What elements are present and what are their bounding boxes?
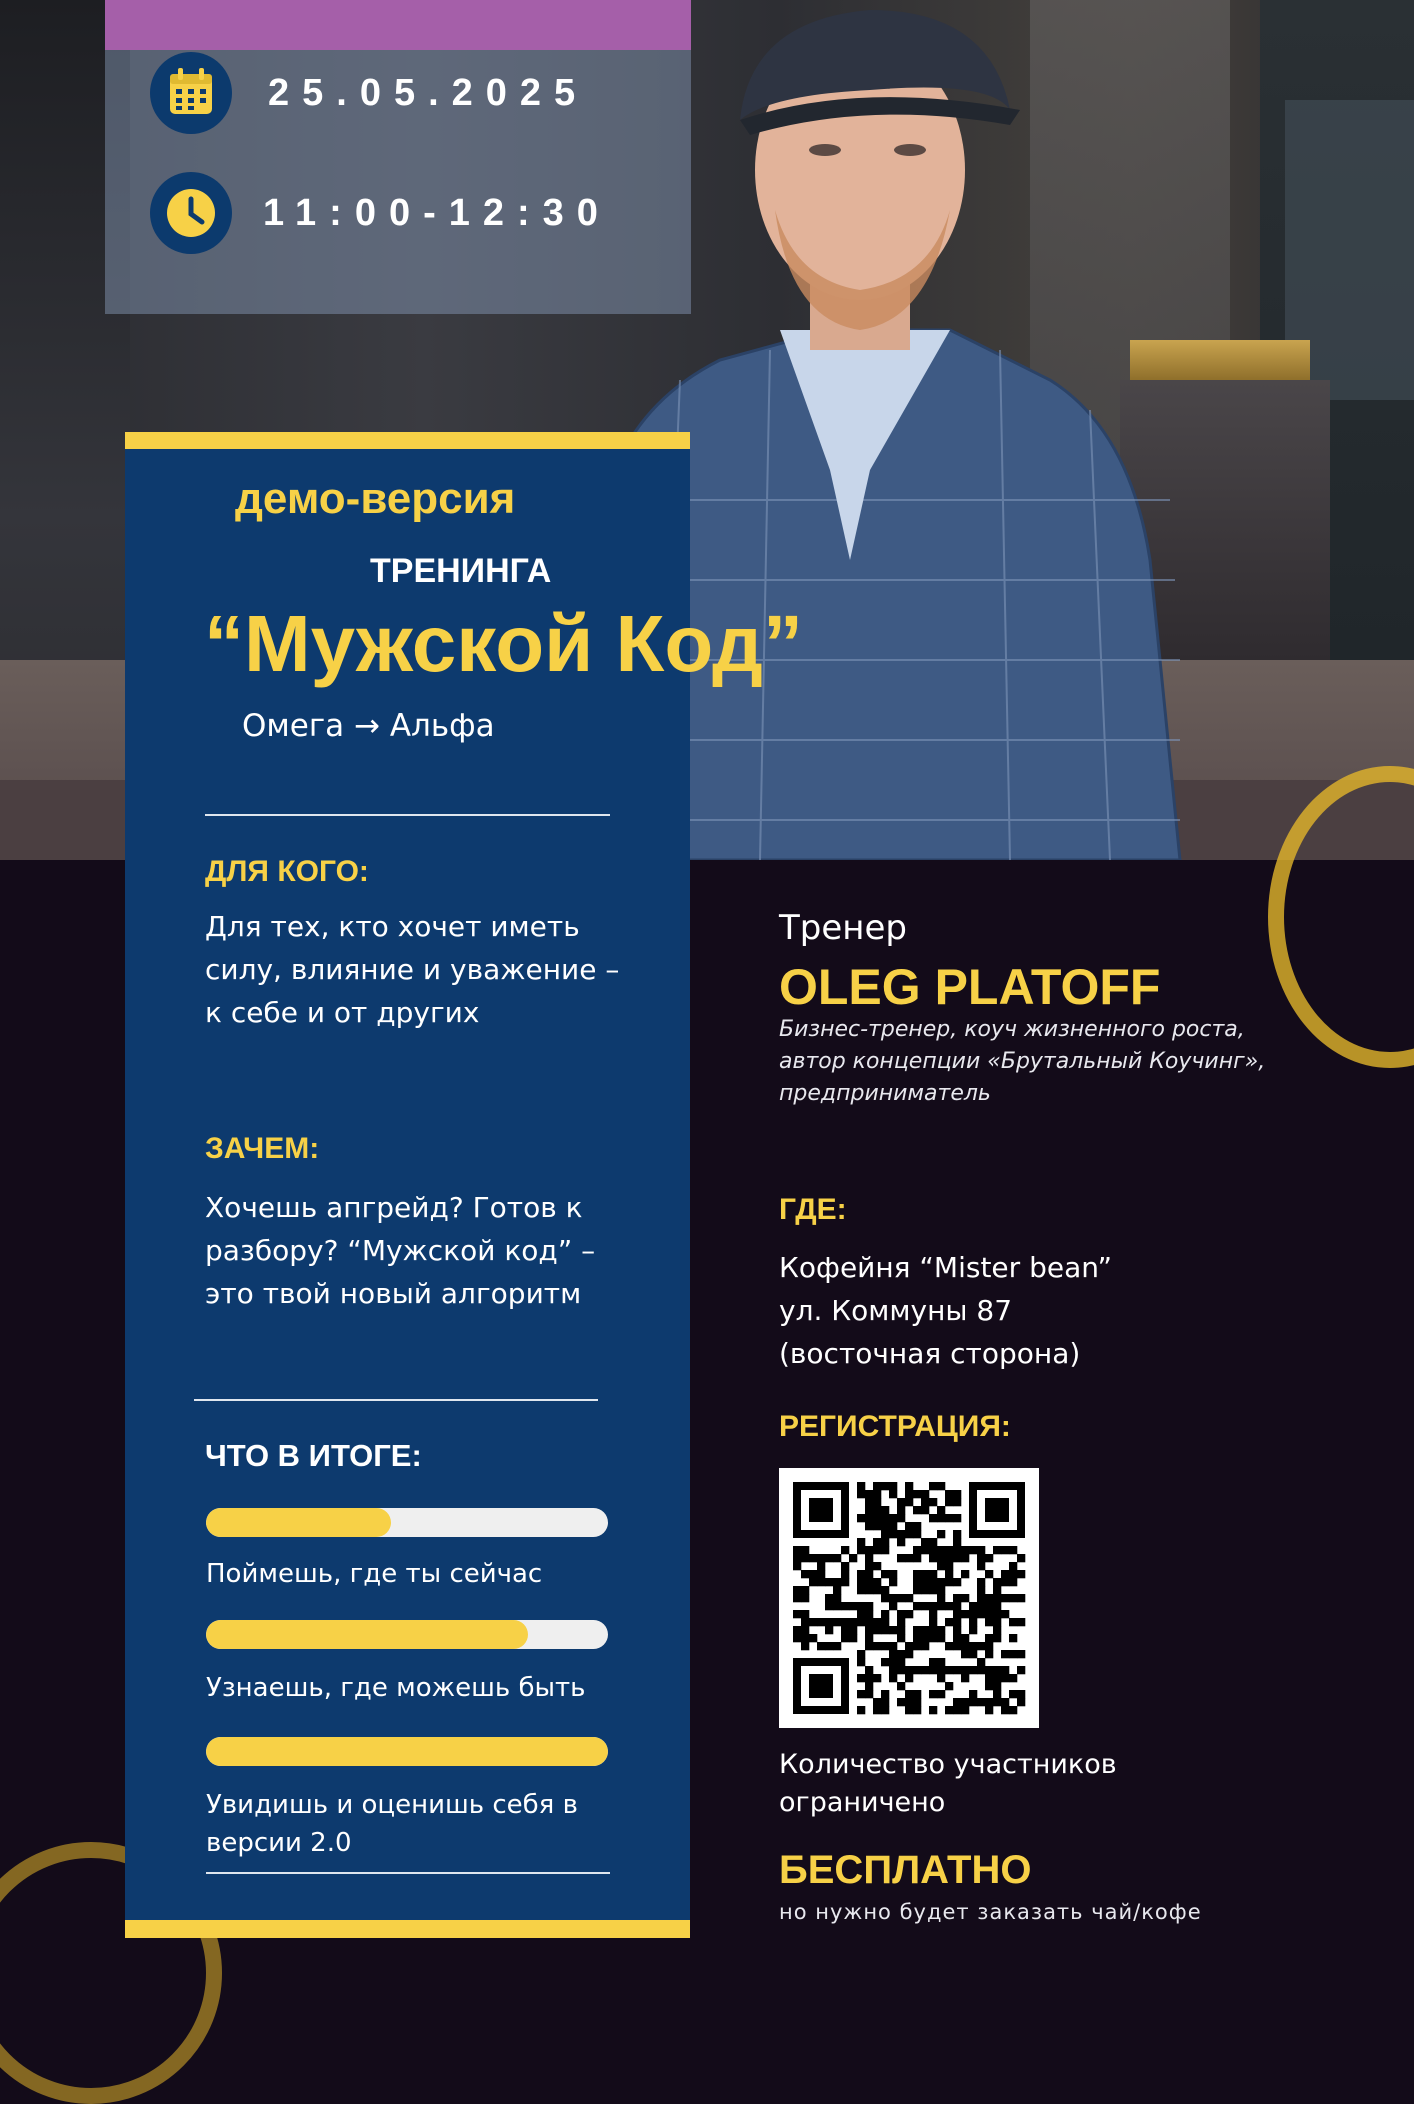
outcome-label: Поймешь, где ты сейчас: [206, 1559, 543, 1589]
where-heading: ГДЕ:: [779, 1193, 847, 1226]
venue-street: ул. Коммуны 87: [779, 1294, 1013, 1327]
divider: [205, 814, 610, 816]
progress-bar-version2: [206, 1737, 608, 1766]
venue-side: (восточная сторона): [779, 1337, 1081, 1370]
trainer-bio: Бизнес-тренер, коуч жизненного роста, автор концепции «Брутальный Коучинг», предприниматель: [779, 1017, 1266, 1106]
limit-note: Количество участников ограничено: [779, 1749, 1117, 1818]
clock-icon: [150, 172, 232, 254]
price-label: БЕСПЛАТНО: [779, 1848, 1032, 1892]
top-accent-band: [105, 0, 691, 50]
trainer-name: OLEG PLATOFF: [779, 959, 1161, 1015]
why-heading: ЗАЧЕМ:: [205, 1132, 320, 1165]
event-time: 11:00-12:30: [263, 192, 611, 234]
price-note: но нужно будет заказать чай/кофе: [779, 1900, 1202, 1924]
progress-fill: [206, 1508, 391, 1537]
for-whom-heading: ДЛЯ КОГО:: [205, 855, 369, 888]
registration-qr-code[interactable]: [779, 1468, 1039, 1728]
progress-fill: [206, 1737, 608, 1766]
why-text: Хочешь апгрейд? Готов к разбору? “Мужской код” – это твой новый алгоритм: [205, 1191, 596, 1310]
training-label: ТРЕНИНГА: [370, 552, 552, 590]
outcome-heading: ЧТО В ИТОГЕ:: [205, 1438, 422, 1473]
progress-fill: [206, 1620, 528, 1649]
registration-heading: РЕГИСТРАЦИЯ:: [779, 1410, 1011, 1443]
divider: [194, 1399, 598, 1401]
event-date: 25.05.2025: [268, 72, 589, 114]
panel-bottom-stripe: [125, 1920, 690, 1938]
outcome-label: Увидишь и оценишь себя в версии 2.0: [206, 1790, 578, 1858]
progress-bar-potential: [206, 1620, 608, 1649]
panel-top-stripe: [125, 432, 690, 449]
demo-version-label: демо-версия: [235, 474, 516, 523]
event-tagline: Омега → Альфа: [242, 708, 495, 744]
progress-bar-now: [206, 1508, 608, 1537]
trainer-label: Тренер: [779, 908, 907, 948]
for-whom-text: Для тех, кто хочет иметь силу, влияние и уважение – к себе и от других: [205, 910, 620, 1029]
divider: [206, 1872, 610, 1874]
event-title: “Мужской Код”: [204, 599, 803, 688]
calendar-icon: [150, 52, 232, 134]
venue-name: Кофейня “Mister bean”: [779, 1251, 1112, 1284]
outcome-label: Узнаешь, где можешь быть: [206, 1673, 586, 1703]
